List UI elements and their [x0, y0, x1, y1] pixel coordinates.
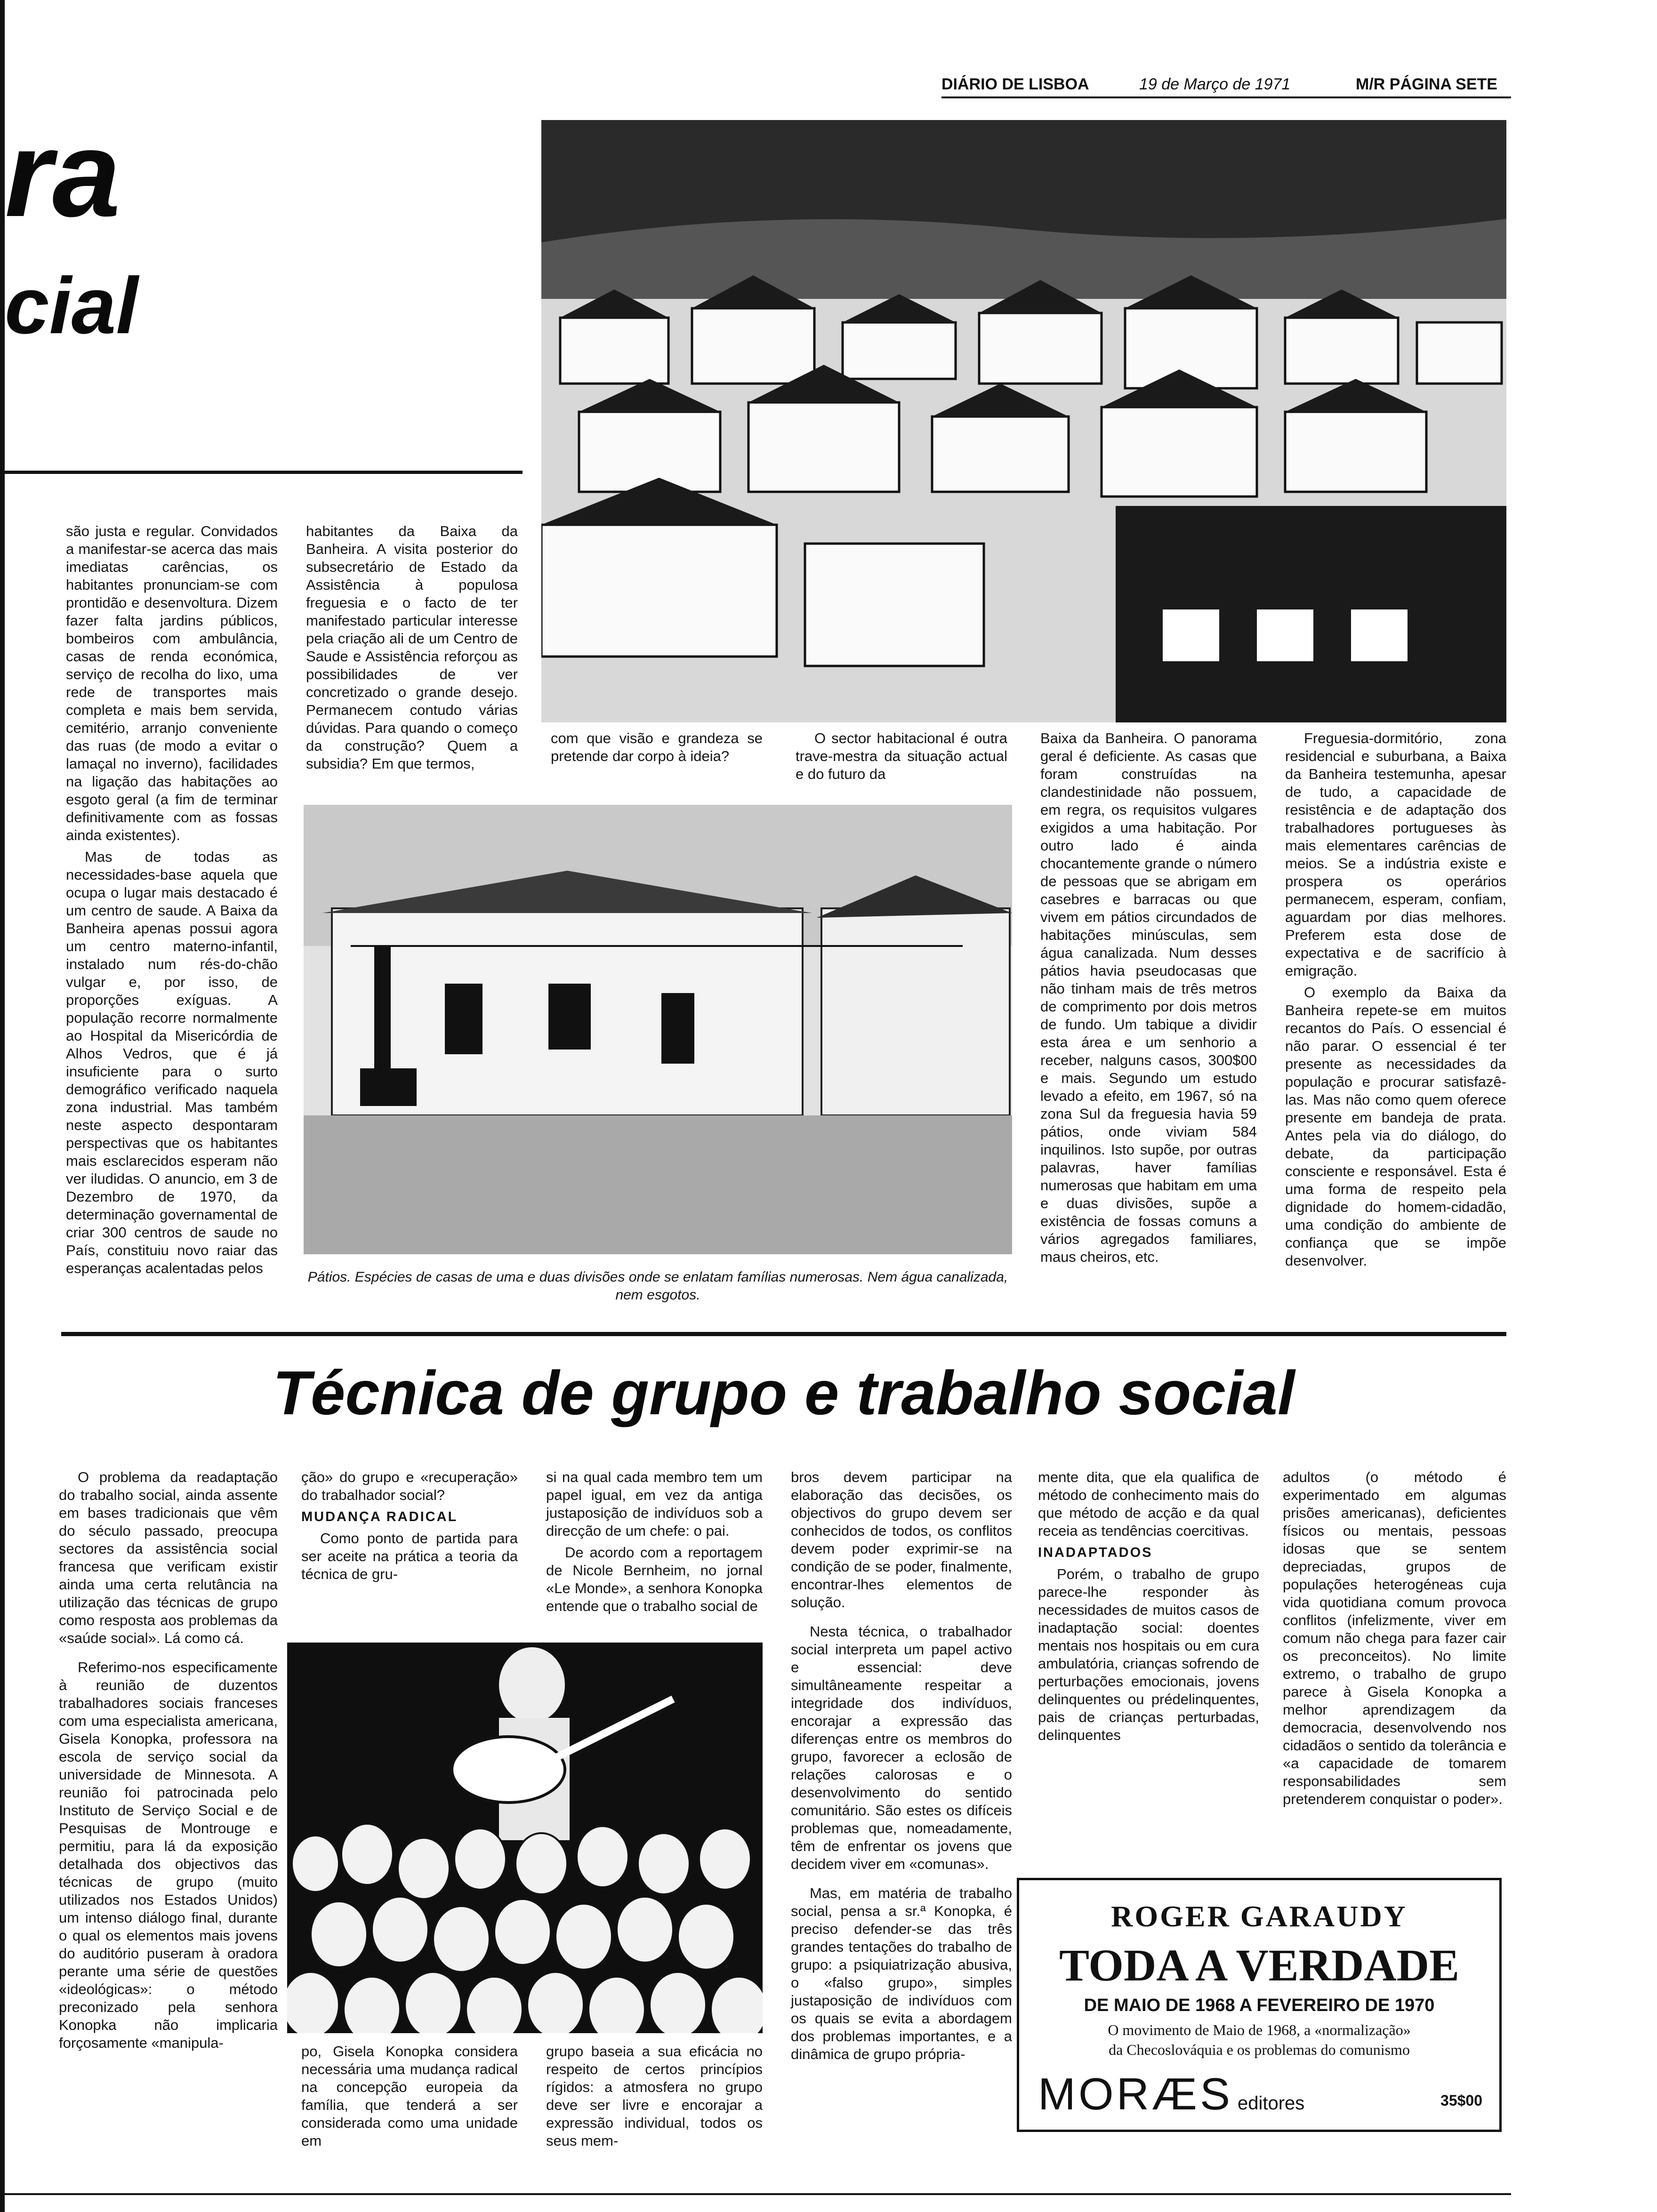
paragraph: adultos (o método é experimentado em algumas prisões americanas), deficientes físicos ou mentais, pessoas idosas que se sentem depreciadas, grupos de populações heterogéneas cuja vida quotidiana comum provoca conflitos (infelizmente, viver em comum não chega para fazer cair os preconceitos). No limite extremo, o trabalho de grupo parece à Gisela Konopka a melhor aprendizagem da democracia, desenvolvendo nos cidadãos o sentido da tolerância e «a capacidade de tomarem responsabilidades sem pretenderem conquistar o poder». — [1283, 1469, 1506, 1807]
paragraph: mente dita, que ela qualifica de método de conhecimento mais do que método de acção e da qual receia as tendências coercitivas. — [1038, 1469, 1259, 1539]
ad-book-title: TODA A VERDADE — [1059, 1940, 1460, 1990]
paragraph: O sector habitacional é outra trave-mestra da situação actual e do futuro da — [796, 730, 1007, 782]
paragraph: Mas, em matéria de trabalho social, pensa a sr.ª Konopka, é preciso defender-se das três grandes tentações do trabalho de grupo: a psiquiatrização abusiva, o «falso grupo», simples justaposição de indivíduos com os quais se evita a abordagem dos problemas importantes, e a dinâmica de grupo própria- — [791, 1885, 1012, 2062]
publisher-logo — [1038, 2068, 1304, 2120]
bottom-page-rule — [0, 2193, 1511, 2195]
section-divider-rule — [61, 1332, 1506, 1336]
publisher-suffix: editores — [1238, 2093, 1305, 2114]
paragraph: Referimo-nos especificamente à reunião de duzentos trabalhadores sociais franceses com uma especialista americana, Gisela Konopka, professora na escola de serviço social da universidade de Minnesota. A reunião foi patrocinada pelo Instituto de Serviço Social e de Pesquisas de Montrouge e permitiu, para lá da exposição detalhada dos objectivos das técnicas de grupo (muito utilizados nos Estados Unidos) um intenso diálogo final, durante o qual os elementos mais jovens do auditório puseram à oradora perante uma série de questões «ideológicas»: o método preconizado pela senhora Konopka não implicaria forçosamente «manipula- — [59, 1659, 278, 2051]
paragraph: De acordo com a reportagem de Nicole Bernheim, no jornal «Le Monde», a senhora Konopka entende que o trabalho social de — [546, 1544, 763, 1614]
patio-houses-photo — [304, 805, 1012, 1254]
top-story-column-1 — [66, 522, 278, 1281]
ad-author: ROGER GARAUDY — [1111, 1899, 1408, 1933]
paragraph: O exemplo da Baixa da Banheira repete-se em muitos recantos do País. O essencial é não parar. O essencial é ter presente as necessidades da população e procurar satisfazê-las. Mas não como quem oferece presente em bandeja de prata. Antes pela via do diálogo, do debate, da participação consciente e responsável. Esta é uma forma de respeito pela dignidade do homem-cidadão, uma condição do ambiente de confiança que se impõe desenvolver. — [1285, 984, 1506, 1269]
book-advertisement — [1017, 1878, 1502, 2132]
paragraph: grupo baseia a sua eficácia no respeito de certos princípios rígidos: a atmosfera no grupo deve ser livre e encorajar a expressão individual, todos os seus mem- — [546, 2043, 763, 2149]
bottom-story-column-6 — [1283, 1468, 1506, 1812]
bottom-story-column-1 — [59, 1468, 278, 2056]
paragraph: Como ponto de partida para ser aceite na prática a teoria da técnica de gru- — [301, 1530, 518, 1582]
ad-book-subtitle: DE MAIO DE 1968 A FEVEREIRO DE 1970 — [1084, 1996, 1435, 2015]
bottom-story-column-2 — [301, 1468, 518, 1587]
header-rule — [941, 96, 1511, 98]
top-story-column-6 — [1285, 729, 1506, 1274]
paragraph: Baixa da Banheira. O panorama geral é deficiente. As casas que foram construídas na clandestinidade não possuem, em regra, os requisitos vulgares exigidos a uma habitação. Por outro lado é ainda chocantemente grande o número de pessoas que se abrigam em casebres e barracas ou que vivem em pátios circundados de habitações minúsculas, sem água canalizada. Num desses pátios havia pseudocasas que não tinham mais de três metros de comprimento por dois metros de fundo. Um tabique a dividir esta área e um senhorio a receber, nalguns casos, 300$00 e mais. Segundo um estudo levado a efeito, em 1967, só na zona Sul da freguesia havia 59 pátios, onde viviam 584 inquilinos. Isto supõe, por outras palavras, haver famílias numerosas que habitam em uma e duas divisões, supõe a existência de fossas comuns a vários agregados familiares, maus cheiros, etc. — [1040, 730, 1257, 1265]
article-headline: Técnica de grupo e trabalho social — [273, 1358, 1295, 1427]
bottom-story-column-3 — [546, 1468, 763, 1619]
paragraph: O problema da readaptação do trabalho social, ainda assente em bases tradicionais que vêm do século passado, preocupa sectores da assistência social francesa que verificam existir ainda uma certa relutância na utilização das técnicas de grupo como resposta aos problemas da «saúde social». Lá como cá. — [59, 1469, 278, 1646]
top-story-column-3 — [551, 729, 763, 769]
top-story-column-2 — [306, 522, 518, 777]
aerial-town-photo — [541, 120, 1506, 722]
guitarist-crowd-illustration — [287, 1643, 763, 2033]
top-story-column-4 — [796, 729, 1007, 787]
patio-photo-caption: Pátios. Espécies de casas de uma e duas divisões onde se enlatam famílias numerosas. Nem água canalizada, nem esgotos. — [307, 1269, 1008, 1303]
paragraph: Mas de todas as necessidades-base aquela que ocupa o lugar mais destacado é um centro de saude. A Baixa da Banheira apenas possui agora um centro materno-infantil, instalado num rés-do-chão vulgar e, por isso, de proporções exíguas. A população recorre normalmente ao Hospital da Misericórdia de Alhos Vedros, que é já insuficiente para o surto demográfico verificado naquela zona industrial. Mas também neste aspecto despontaram perspectivas que os habitantes mais esclarecidos esperam não ver iludidas. O anuncio, em 3 de Dezembro de 1970, da determinação governamental de criar 300 centros de saude no País, constituiu novo raiar das esperanças acalentadas pelos — [66, 849, 278, 1276]
prev-headline-rule — [5, 471, 523, 474]
bottom-story-column-4 — [791, 1468, 1012, 2067]
ad-description-line1: O movimento de Maio de 1968, a «normalização» — [1108, 2021, 1411, 2038]
paragraph: Freguesia-dormitório, zona residencial e suburbana, a Baixa da Banheira testemunha, apesar de tudo, a capacidade de resistência e de adaptação dos trabalhadores portugueses às mais elementares carências de meios. Se a indústria existe e prospera os operários permanecem, esperam, confiam, aguardam por dias melhores. Preferem esta dose de expectativa e de sacrifício à emigração. — [1285, 730, 1506, 979]
publisher-name: MORÆS — [1038, 2069, 1233, 2119]
paragraph: bros devem participar na elaboração das decisões, os objectivos do grupo devem ser conhecidos de todos, os conflitos devem poder exprimir-se na condição de se poder, finalmente, encontrar-lhes elementos de solução. — [791, 1469, 1012, 1611]
prev-headline-line2: cial — [5, 261, 138, 351]
ad-description-line2: da Checoslováquia e os problemas do comunismo — [1109, 2041, 1410, 2058]
bottom-story-column-2-continued — [301, 2043, 518, 2154]
page-number: M/R PÁGINA SETE — [1356, 75, 1497, 93]
paragraph: po, Gisela Konopka considera necessária uma mudança radical na concepção europeia da família, que tenderá a ser considerada como uma unidade em — [301, 2043, 518, 2149]
paragraph: si na qual cada membro tem um papel igual, em vez da antiga justaposição de indivíduos sob a direcção de um chefe: o pai. — [546, 1469, 763, 1539]
newspaper-name: DIÁRIO DE LISBOA — [941, 75, 1089, 93]
page-edge-rule — [0, 0, 5, 2212]
paragraph: com que visão e grandeza se pretende dar corpo à ideia? — [551, 730, 763, 764]
paragraph: Nesta técnica, o trabalhador social interpreta um papel activo e essencial: deve simultâneamente respeitar a integridade dos indivíduos, encorajar a expressão das diferenças entre os membros do grupo, favorecer a eclosão de relações calorosas e o desenvolvimento do sentido comunitário. São estes os difíceis problemas que, nomeadamente, têm de enfrentar os jovens que decidem viver em «comunas». — [791, 1623, 1012, 1872]
page-header — [941, 75, 1511, 99]
paragraph: são justa e regular. Convidados a manifestar-se acerca das mais imediatas carências, os habitantes pronunciam-se com prontidão e desenvoltura. Dizem fazer falta jardins públicos, bombeiros com ambulância, casas de renda económica, serviço de recolha do lixo, uma rede de transportes mais completa e mais bem servida, cemitério, arranjo conveniente das ruas (de modo a evitar o lamaçal no inverno), facilidades na ligação das habitações ao esgoto geral (a fim de terminar definitivamente com as fossas ainda existentes). — [66, 523, 278, 843]
subheading-mudanca-radical: MUDANÇA RADICAL — [301, 1509, 458, 1524]
bottom-story-column-3-continued — [546, 2043, 763, 2154]
paragraph: ção» do grupo e «recuperação» do trabalhador social? — [301, 1469, 518, 1503]
top-story-column-5 — [1040, 729, 1257, 1270]
paragraph: Porém, o trabalho de grupo parece-lhe responder às necessidades de muitos casos de inadaptação social: doentes mentais nos hospitais ou em cura ambulatória, crianças sofrendo de perturbações emocionais, jovens delinquentes ou prédelinquentes, pais de crianças perturbadas, delinquentes — [1038, 1566, 1259, 1743]
subheading-inadaptados: INADAPTADOS — [1038, 1545, 1153, 1560]
prev-headline-line1: ra — [5, 106, 121, 242]
paragraph: habitantes da Baixa da Banheira. A visita posterior do subsecretário de Estado da Assistência à populosa freguesia e o facto de ter manifestado particular interesse pela criação ali de um Centro de Saude e Assistência reforçou as possibilidades de ver concretizado o grande desejo. Permanecem contudo várias dúvidas. Para quando o começo da construção? Quem a subsidia? Em que termos, — [306, 523, 518, 772]
issue-date: 19 de Março de 1971 — [1139, 75, 1291, 93]
bottom-story-column-5 — [1038, 1468, 1259, 1748]
ad-price: 35$00 — [1440, 2092, 1482, 2109]
